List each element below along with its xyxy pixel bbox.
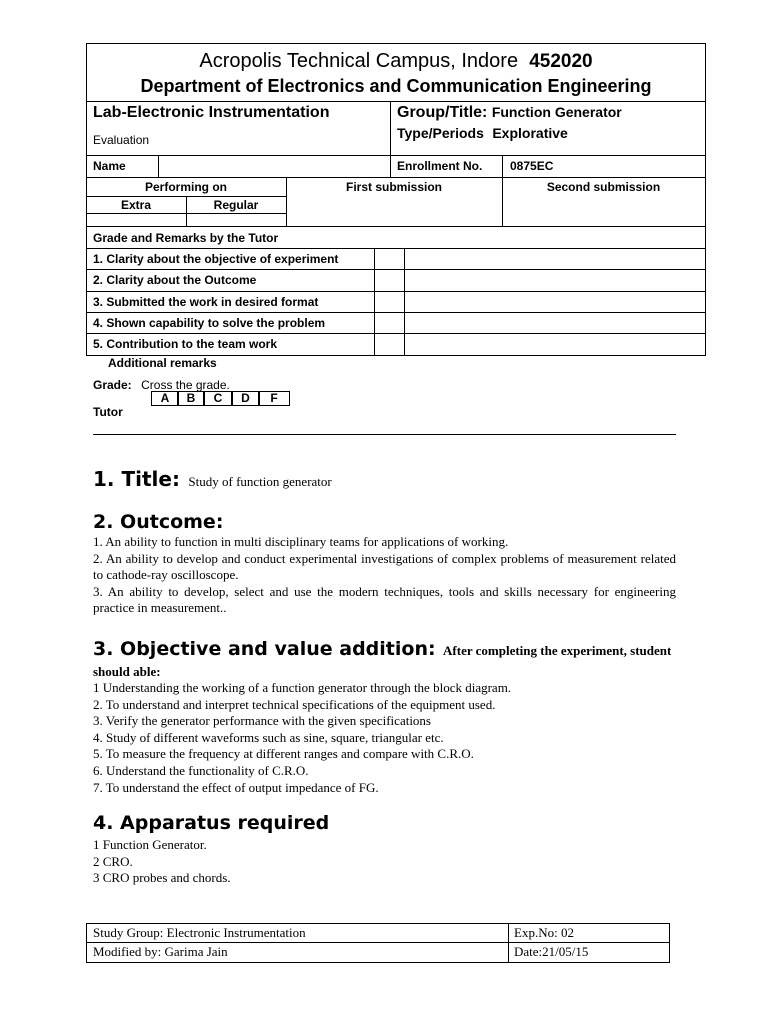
objective-intro: After completing the experiment, student should able: (93, 643, 672, 679)
footer-study-group: Study Group: Electronic Instrumentation (93, 925, 306, 940)
outcome-item-1: 1. An ability to function in multi disciplinary teams for applications of working. (93, 534, 509, 549)
title-text: Study of function generator (188, 474, 332, 489)
criterion-3: 3. Submitted the work in desired format (93, 295, 319, 309)
grade-box-b[interactable]: B (177, 391, 205, 406)
objective-list (93, 680, 676, 796)
type-periods (397, 125, 568, 143)
grade-box-c[interactable]: C (203, 391, 233, 406)
footer-exp-no: Exp.No: 02 (514, 925, 574, 940)
divider (93, 434, 676, 435)
objective-item-5: 5. To measure the frequency at different ranges and compare with C.R.O. (93, 746, 474, 762)
campus-name: Acropolis Technical Campus, Indore (199, 50, 519, 72)
evaluation-label: Evaluation (93, 133, 150, 147)
type-periods-value: Explorative (492, 125, 568, 141)
enrollment-value: 0875EC (510, 159, 554, 173)
objective-item-6: 6. Understand the functionality of C.R.O. (93, 762, 309, 778)
performing-on-label: Performing on (144, 180, 227, 194)
group-title-value: Function Generator (491, 104, 622, 120)
name-label: Name (93, 159, 126, 173)
objective-item-4: 4. Study of different waveforms such as sine, square, triangular etc. (93, 729, 444, 745)
criterion-1: 1. Clarity about the objective of experiment (93, 252, 339, 266)
group-title (397, 104, 622, 122)
lab-label: Lab-Electronic Instrumentation (93, 104, 330, 121)
footer-modified-by: Modified by: Garima Jain (93, 944, 228, 959)
objective-heading-block (93, 639, 676, 682)
apparatus-item-2: 2 CRO. (93, 853, 133, 869)
campus-title (88, 50, 704, 73)
extra-label: Extra (120, 198, 152, 212)
apparatus-heading: 4. Apparatus required (93, 812, 330, 834)
regular-label: Regular (213, 198, 259, 212)
grade-remarks-label: Grade and Remarks by the Tutor (93, 231, 279, 245)
outcome-item-2: 2. An ability to develop and conduct experimental investigations of complex problems of measurement related to cathode-ray oscilloscope. (93, 550, 676, 583)
grade-box-f[interactable]: F (258, 391, 290, 406)
objective-item-3: 3. Verify the generator performance with the given specifications (93, 713, 431, 729)
objective-item-2: 2. To understand and interpret technical specifications of the equipment used. (93, 696, 496, 712)
grade-box-d[interactable]: D (231, 391, 260, 406)
criterion-4: 4. Shown capability to solve the problem (93, 316, 326, 330)
title-heading: 1. Title: (93, 467, 180, 491)
outcome-item-3: 3. An ability to develop, select and use the modern techniques, tools and skills necessary for engineering practice in measurement.. (93, 583, 676, 616)
criterion-2: 2. Clarity about the Outcome (93, 273, 257, 287)
grade-box-a[interactable]: A (151, 391, 179, 406)
objective-heading: 3. Objective and value addition: (93, 638, 436, 660)
apparatus-list (93, 837, 676, 887)
title-section (93, 467, 332, 491)
outcome-heading: 2. Outcome: (93, 511, 224, 533)
campus-pin: 452020 (529, 51, 593, 72)
type-periods-label: Type/Periods (397, 125, 484, 141)
department-title: Department of Electronics and Communication Engineering (140, 76, 652, 96)
first-submission-label: First submission (345, 180, 443, 194)
tutor-label: Tutor (93, 405, 123, 419)
apparatus-item-3: 3 CRO probes and chords. (93, 870, 231, 886)
objective-item-1: 1 Understanding the working of a function generator through the block diagram. (93, 680, 512, 695)
footer-date: Date:21/05/15 (514, 944, 589, 959)
apparatus-item-1: 1 Function Generator. (93, 837, 207, 852)
criterion-5: 5. Contribution to the team work (93, 337, 278, 351)
additional-remarks-label: Additional remarks (108, 356, 217, 370)
grade-instruction: Cross the grade. (141, 378, 230, 392)
objective-item-7: 7. To understand the effect of output impedance of FG. (93, 779, 379, 795)
second-submission-label: Second submission (546, 180, 661, 194)
outcome-list (93, 534, 676, 617)
enrollment-label: Enrollment No. (397, 159, 483, 173)
grade-label: Grade: (93, 378, 132, 392)
group-title-label: Group/Title: (397, 104, 488, 121)
